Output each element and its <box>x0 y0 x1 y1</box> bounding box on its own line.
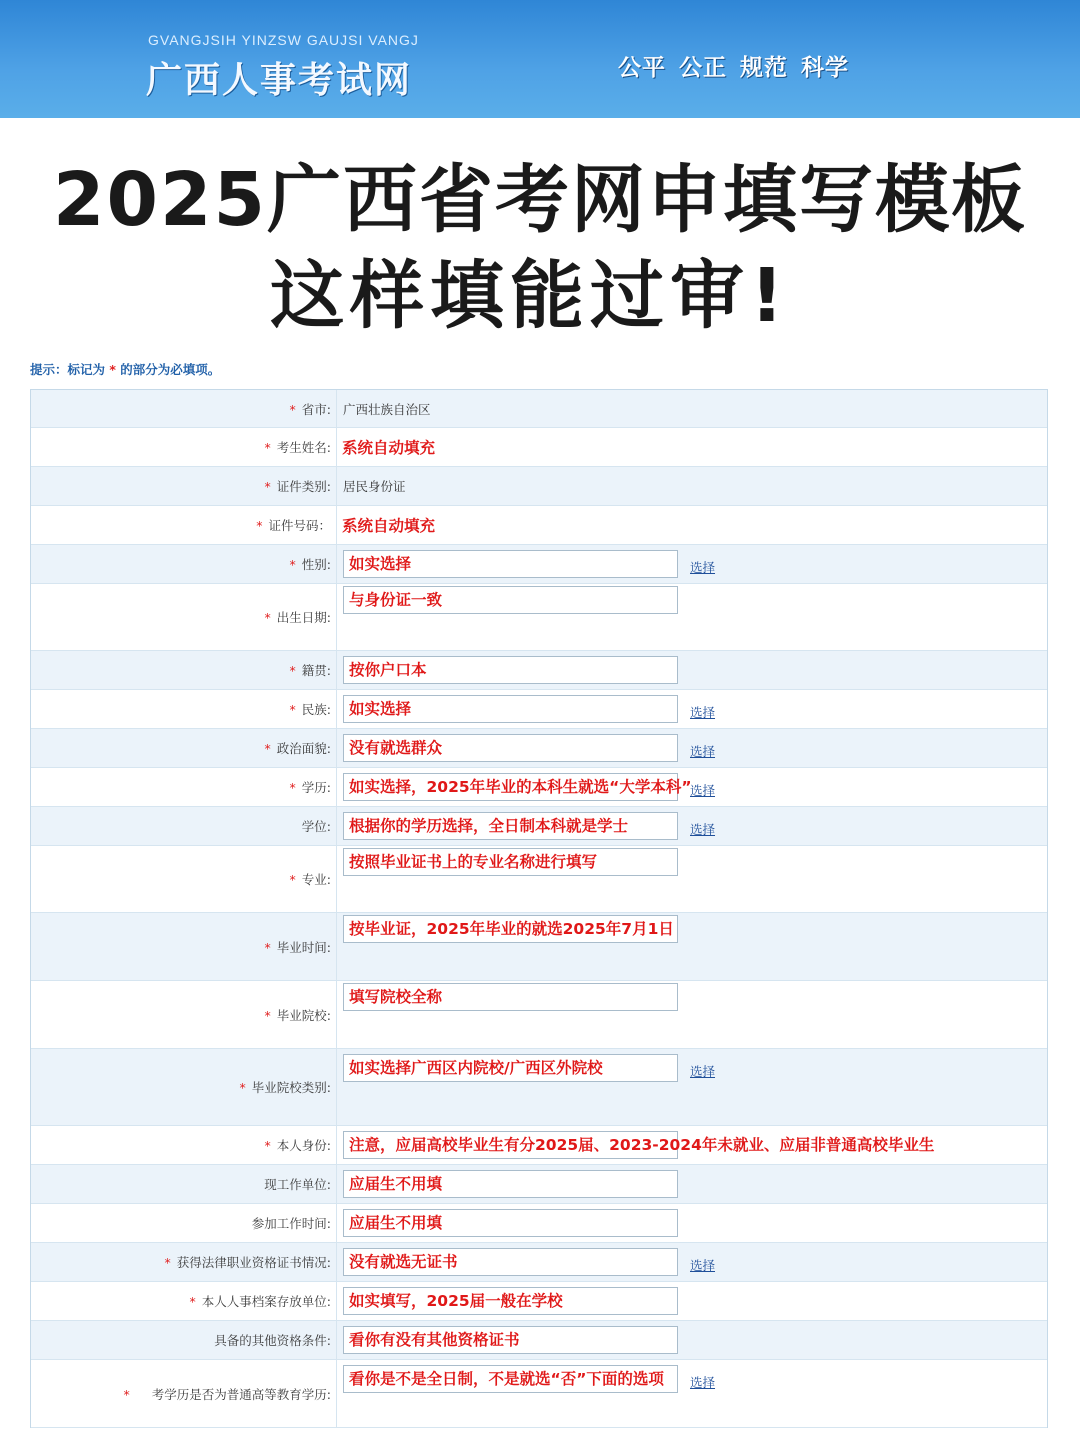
required-star: * <box>264 1138 271 1153</box>
column-divider <box>336 807 337 845</box>
row-label <box>31 817 331 835</box>
label-text: 证件类别: <box>276 479 331 494</box>
gender-select-link[interactable]: 选择 <box>690 560 716 575</box>
province-value: 广西壮族自治区 <box>343 401 431 417</box>
identity-input[interactable]: 注意，应届高校毕业生有分2025届、2023-2024年未就业、应届非普通高校毕业生 <box>343 1131 678 1159</box>
required-star: * <box>289 557 296 572</box>
column-divider <box>336 651 337 689</box>
label-text: 毕业时间: <box>276 939 331 955</box>
required-star: * <box>264 939 271 955</box>
label-text: 政治面貌: <box>276 741 331 756</box>
row-label <box>31 938 331 956</box>
graduation-date-input[interactable]: 按毕业证，2025年毕业的就选2025年7月1日 <box>343 915 678 943</box>
school-type-input[interactable]: 如实选择广西区内院校/广西区外院校 <box>343 1054 678 1082</box>
form-row-regular-education <box>31 1360 1047 1428</box>
row-label <box>31 1253 331 1271</box>
column-divider <box>336 729 337 767</box>
required-star: * <box>256 518 263 533</box>
birthdate-input[interactable]: 与身份证一致 <box>343 586 678 614</box>
political-status-select-link[interactable]: 选择 <box>690 744 716 759</box>
label-text: 证件号码： <box>268 518 331 533</box>
degree-select-link[interactable]: 选择 <box>690 822 716 837</box>
id-type-value: 居民身份证 <box>343 479 406 494</box>
hint-prefix: 提示：标记为 <box>30 362 106 377</box>
column-divider <box>336 981 337 1048</box>
form-row-birthdate <box>31 584 1047 651</box>
column-divider <box>336 913 337 980</box>
column-divider <box>336 428 337 466</box>
column-divider <box>336 846 337 912</box>
required-star: * <box>264 479 271 494</box>
row-label <box>31 1136 331 1154</box>
regular-education-input[interactable]: 看你是不是全日制，不是就选“否”下面的选项 <box>343 1365 678 1393</box>
form-row-school <box>31 981 1047 1049</box>
column-divider <box>336 506 337 544</box>
regular-education-select-link[interactable]: 选择 <box>690 1375 716 1390</box>
column-divider <box>336 768 337 806</box>
label-text: 获得法律职业资格证书情况: <box>176 1255 331 1270</box>
label-text: 学历: <box>301 780 331 795</box>
row-label <box>31 700 331 718</box>
column-divider <box>336 1204 337 1242</box>
row-label <box>31 438 331 456</box>
employer-input[interactable]: 应届生不用填 <box>343 1170 678 1198</box>
row-label <box>31 661 331 679</box>
form-row-id-type <box>31 467 1047 506</box>
form-row-id-number <box>31 506 1047 545</box>
label-text: 学位: <box>301 819 331 834</box>
required-star: * <box>239 1080 246 1095</box>
column-divider <box>336 1049 337 1125</box>
column-divider <box>336 467 337 505</box>
gender-input[interactable]: 如实选择 <box>343 550 678 578</box>
form-row-archive-unit <box>31 1282 1047 1321</box>
row-label <box>31 1214 331 1232</box>
label-text: 参加工作时间: <box>251 1216 331 1231</box>
label-text: 籍贯: <box>301 663 331 678</box>
label-text: 毕业院校类别: <box>251 1080 331 1095</box>
row-label <box>31 1385 331 1403</box>
column-divider <box>336 390 337 427</box>
legal-cert-input[interactable]: 没有就选无证书 <box>343 1248 678 1276</box>
native-place-input[interactable]: 按你户口本 <box>343 656 678 684</box>
required-star: * <box>289 872 296 887</box>
form-row-employer <box>31 1165 1047 1204</box>
school-type-select-link[interactable]: 选择 <box>690 1064 716 1079</box>
ethnicity-input[interactable]: 如实选择 <box>343 695 678 723</box>
row-label <box>31 1006 331 1024</box>
form-row-political-status <box>31 729 1047 768</box>
label-text: 出生日期: <box>276 610 331 625</box>
form-row-degree <box>31 807 1047 846</box>
application-form <box>30 389 1048 1428</box>
form-row-identity <box>31 1126 1047 1165</box>
required-star: * <box>264 610 271 625</box>
row-label <box>31 870 331 888</box>
site-pinyin: GVANGJSIH YINZSW GAUJSI VANGJ <box>148 32 419 48</box>
archive-unit-input[interactable]: 如实填写，2025届一般在学校 <box>343 1287 678 1315</box>
form-row-gender <box>31 545 1047 584</box>
column-divider <box>336 690 337 728</box>
required-star: * <box>164 1255 171 1270</box>
required-star: * <box>189 1294 196 1309</box>
required-star: * <box>123 1386 130 1402</box>
row-label <box>31 555 331 573</box>
form-row-native-place <box>31 651 1047 690</box>
form-row-other-qualifications <box>31 1321 1047 1360</box>
row-label <box>31 477 331 495</box>
row-label <box>31 1331 331 1349</box>
row-label <box>31 400 331 418</box>
required-star: * <box>289 401 296 417</box>
row-label <box>31 1292 331 1310</box>
label-text: 考学历是否为普通高等教育学历: <box>151 1386 331 1402</box>
column-divider <box>336 1243 337 1281</box>
degree-input[interactable]: 根据你的学历选择，全日制本科就是学士 <box>343 812 678 840</box>
political-status-input[interactable]: 没有就选群众 <box>343 734 678 762</box>
label-text: 性别: <box>301 557 331 572</box>
major-input[interactable]: 按照毕业证书上的专业名称进行填写 <box>343 848 678 876</box>
hint-star: * <box>109 362 116 377</box>
form-row-province <box>31 390 1047 428</box>
school-input[interactable]: 填写院校全称 <box>343 983 678 1011</box>
required-star: * <box>289 663 296 678</box>
name-value: 系统自动填充 <box>342 439 436 457</box>
other-qualifications-input[interactable]: 看你有没有其他资格证书 <box>343 1326 678 1354</box>
work-start-input[interactable]: 应届生不用填 <box>343 1209 678 1237</box>
label-text: 民族: <box>301 702 331 717</box>
form-row-work-start <box>31 1204 1047 1243</box>
required-star: * <box>264 1007 271 1023</box>
column-divider <box>336 545 337 583</box>
education-select-link[interactable]: 选择 <box>690 783 716 798</box>
headline-subtitle: 这样填能过审! <box>270 253 790 339</box>
label-text: 专业: <box>301 872 331 887</box>
column-divider <box>336 1126 337 1164</box>
label-text: 现工作单位: <box>264 1177 331 1192</box>
row-label <box>31 1175 331 1193</box>
row-label <box>31 608 331 626</box>
column-divider <box>336 1165 337 1203</box>
ethnicity-select-link[interactable]: 选择 <box>690 705 716 720</box>
site-name: 广西人事考试网 <box>146 59 413 101</box>
column-divider <box>336 1282 337 1320</box>
column-divider <box>336 1321 337 1359</box>
form-row-education <box>31 768 1047 807</box>
form-row-graduation-date <box>31 913 1047 981</box>
label-text: 本人身份: <box>276 1138 331 1153</box>
label-text: 具备的其他资格条件: <box>214 1333 331 1348</box>
label-text: 省市: <box>301 401 331 417</box>
row-label <box>31 1078 331 1096</box>
row-label <box>31 778 331 796</box>
required-hint <box>30 360 220 378</box>
legal-cert-select-link[interactable]: 选择 <box>690 1258 716 1273</box>
form-row-ethnicity <box>31 690 1047 729</box>
form-row-major <box>31 846 1047 913</box>
row-label <box>31 739 331 757</box>
form-row-school-type <box>31 1049 1047 1126</box>
headline-title: 2025广西省考网申填写模板 <box>53 157 1027 243</box>
column-divider <box>336 584 337 650</box>
required-star: * <box>289 780 296 795</box>
row-label <box>31 516 331 534</box>
label-text: 考生姓名: <box>276 440 331 455</box>
id-number-value: 系统自动填充 <box>342 517 436 535</box>
required-star: * <box>264 440 271 455</box>
label-text: 本人人事档案存放单位: <box>201 1294 331 1309</box>
hint-suffix: 的部分为必填项。 <box>120 362 221 377</box>
required-star: * <box>289 702 296 717</box>
site-banner <box>0 0 1080 118</box>
form-row-legal-cert <box>31 1243 1047 1282</box>
education-input[interactable]: 如实选择，2025年毕业的本科生就选“大学本科” <box>343 773 678 801</box>
site-motto: 公平 公正 规范 科学 <box>618 55 850 81</box>
column-divider <box>336 1360 337 1427</box>
required-star: * <box>264 741 271 756</box>
label-text: 毕业院校: <box>276 1007 331 1023</box>
form-row-name <box>31 428 1047 467</box>
